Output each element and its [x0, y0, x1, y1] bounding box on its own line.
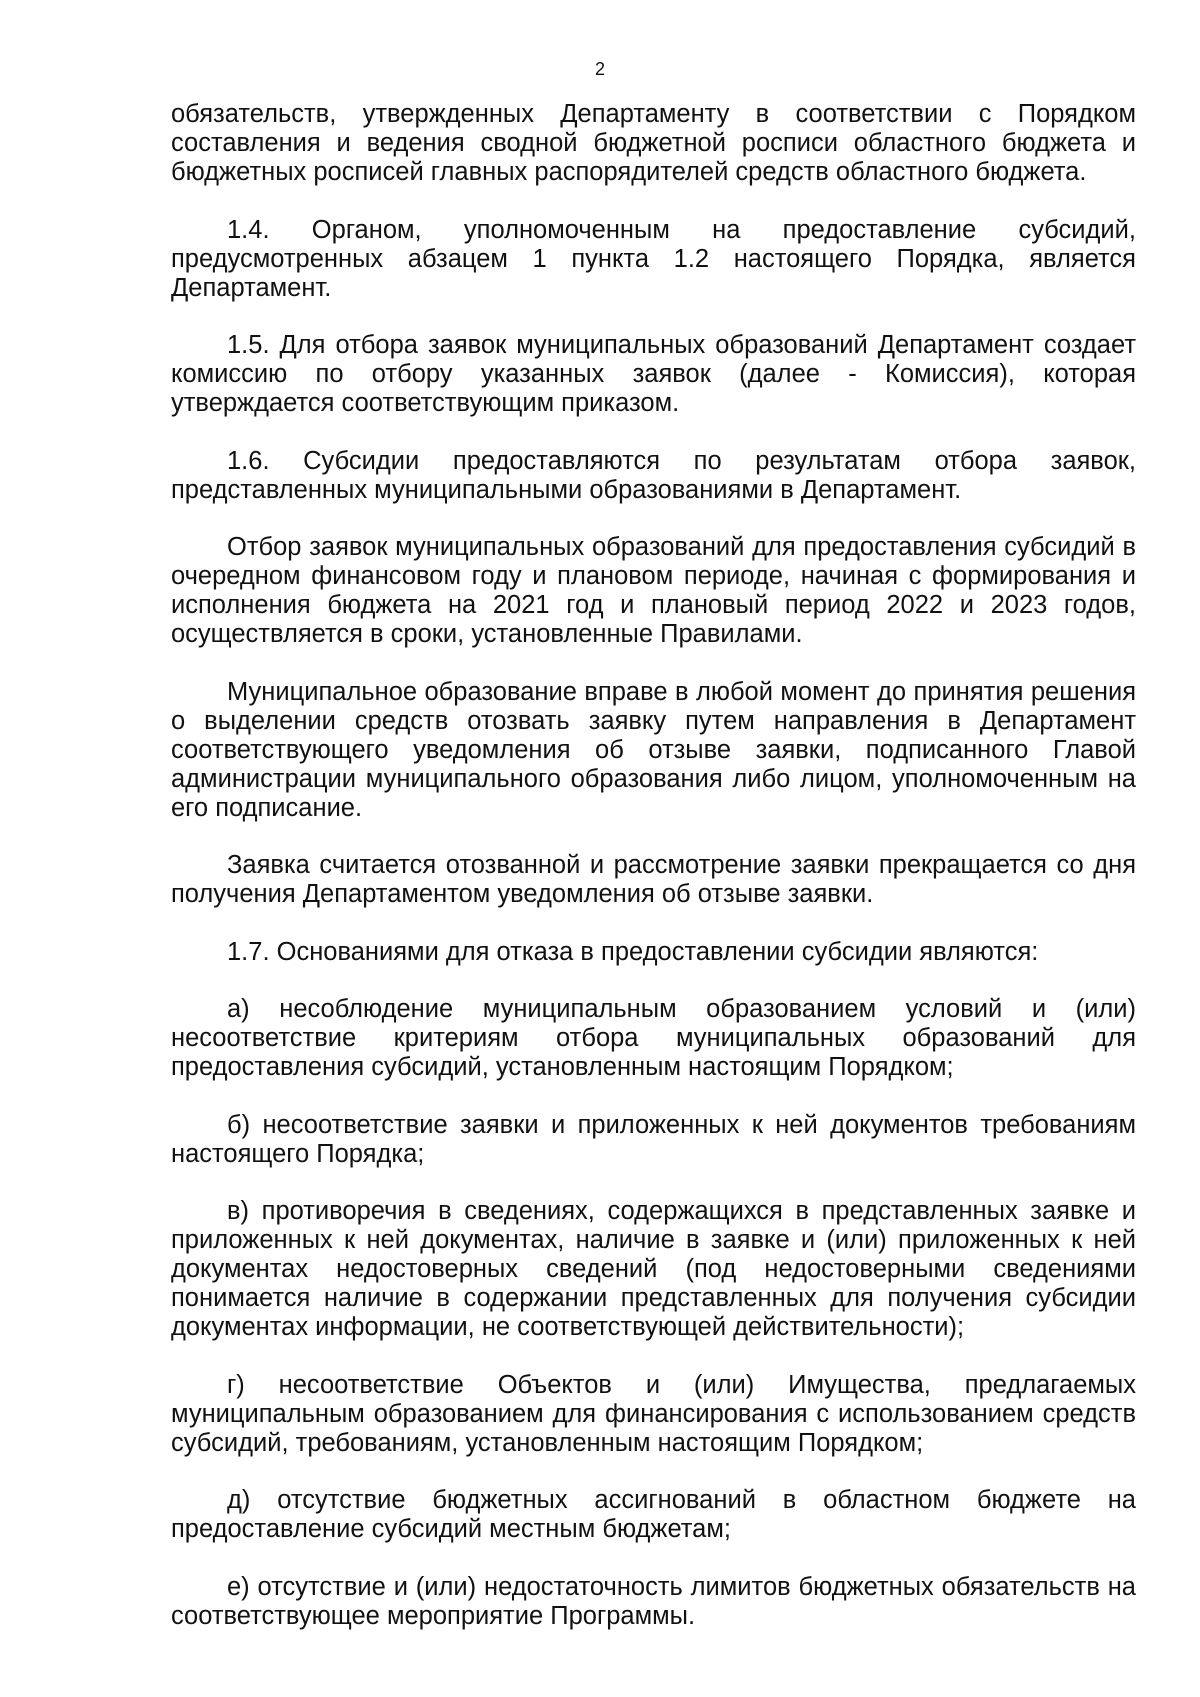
paragraph-1-7: 1.7. Основаниями для отказа в предоставлении субсидии являются: — [227, 937, 1039, 966]
list-item-g: г) несоответствие Объектов и (или) Имущества, предлагаемых муниципальным образованием для финансирования с использованием средств субсидий, требованиям, установленным настоящим Порядком; — [171, 1370, 1136, 1457]
paragraph-continuation: обязательств, утвержденных Департаменту в соответствии с Порядком составления и ведения сводной бюджетной росписи областного бюджета и бюджетных росписей главных распорядителей средств областного бюджета. — [171, 100, 1136, 186]
document-body — [171, 100, 1136, 1631]
list-item-v: в) противоречия в сведениях, содержащихся в представленных заявке и приложенных к ней документах, наличие в заявке и (или) приложенных к ней документах недостоверных сведений (под недостоверными сведениями понимается наличие в содержании представленных для получения субсидии документах информации, не соответствующей действительности); — [171, 1197, 1136, 1341]
paragraph-1-4: 1.4. Органом, уполномоченным на предоставление субсидий, предусмотренных абзацем 1 пункта 1.2 настоящего Порядка, является Департамент. — [171, 215, 1136, 302]
list-item-b: б) несоответствие заявки и приложенных к ней документов требованиям настоящего Порядка; — [171, 1110, 1136, 1168]
list-item-a: а) несоблюдение муниципальным образованием условий и (или) несоответствие критериям отбора муниципальных образований для предоставления субсидий, установленным настоящим Порядком; — [171, 995, 1136, 1081]
paragraph-1-5: 1.5. Для отбора заявок муниципальных образований Департамент создает комиссию по отбору указанных заявок (далее - Комиссия), которая утверждается соответствующим приказом. — [171, 331, 1136, 417]
paragraph-selection-timing: Отбор заявок муниципальных образований для предоставления субсидий в очередном финансовом году и плановом периоде, начиная с формирования и исполнения бюджета на 2021 год и плановый период 2022 и 2023 годов, осуществляется в сроки, установленные Правилами. — [171, 533, 1136, 648]
page-number: 2 — [594, 59, 605, 79]
list-item-d: д) отсутствие бюджетных ассигнований в областном бюджете на предоставление субсидий местным бюджетам; — [171, 1486, 1136, 1543]
list-item-e: е) отсутствие и (или) недостаточность лимитов бюджетных обязательств на соответствующее мероприятие Программы. — [171, 1572, 1136, 1630]
paragraph-application-withdrawal: Муниципальное образование вправе в любой момент до принятия решения о выделении средств отозвать заявку путем направления в Департамент соответствующего уведомления об отзыве заявки, подписанного Главой администрации муниципального образования либо лицом, уполномоченным на его подписание. — [171, 677, 1136, 822]
paragraph-withdrawal-effect: Заявка считается отозванной и рассмотрение заявки прекращается со дня получения Департаментом уведомления об отзыве заявки. — [171, 851, 1136, 908]
paragraph-1-6: 1.6. Субсидии предоставляются по результатам отбора заявок, представленных муниципальными образованиями в Департамент. — [171, 446, 1136, 504]
